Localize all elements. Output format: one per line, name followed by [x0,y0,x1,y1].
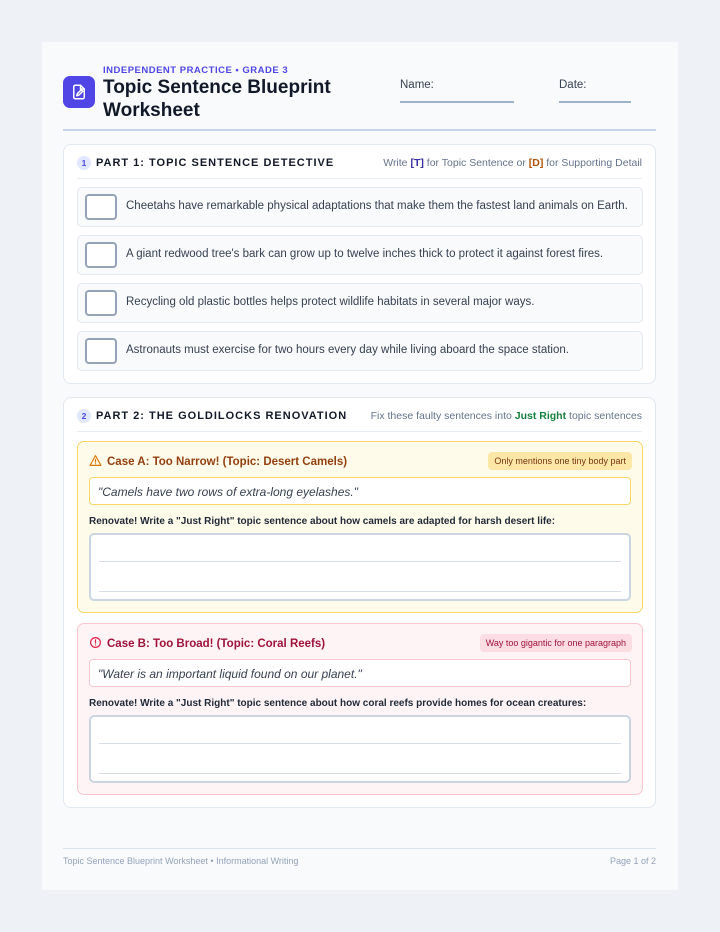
part1-header [77,145,642,179]
page-number: Page 1 of 2 [609,856,656,866]
part2-header [77,398,642,432]
case-b-answer-box[interactable] [89,715,631,783]
part2-instructions [371,410,642,422]
case-b-heading [89,636,325,652]
case-a-quote: "Camels have two rows of extra-long eyelashes." [89,477,631,505]
case-a-prompt: Renovate! Write a "Just Right" topic sentence about how camels are adapted for harsh desert life: [89,516,556,527]
case-b-title: Case B: Too Broad! (Topic: Coral Reefs) [107,638,326,650]
date-label: Date: [559,79,587,91]
name-field[interactable] [400,101,514,103]
part1-note-mid: for Topic Sentence or [426,157,526,169]
case-b-card [77,623,643,795]
case-b-prompt: Renovate! Write a "Just Right" topic sentence about how coral reefs provide homes for ocean creatures: [89,698,587,709]
part2-card [63,397,656,808]
case-a-badge: Only mentions one tiny body part [488,452,632,470]
sentence-row [77,187,643,227]
name-label: Name: [400,79,434,91]
worksheet-page [42,42,678,890]
case-b-badge: Way too gigantic for one paragraph [480,634,632,652]
answer-checkbox[interactable] [85,338,117,364]
worksheet-header [63,63,656,131]
sentence-row [77,235,643,275]
sentence-text: A giant redwood tree's bark can grow up to twelve inches thick to protect it against forest fires. [126,248,604,260]
part1-number-badge: 1 [77,156,91,170]
sentence-text: Recycling old plastic bottles helps protect wildlife habitats in several major ways. [126,296,535,308]
part1-card [63,144,656,384]
writing-line [99,561,621,562]
topic-tag: [T] [410,157,424,169]
case-b-quote: "Water is an important liquid found on our planet." [89,659,631,687]
case-a-answer-box[interactable] [89,533,631,601]
footer-divider [63,848,656,849]
writing-line [99,743,621,744]
document-pen-icon [63,76,95,108]
writing-line [99,591,621,592]
part1-instructions [383,157,642,169]
case-a-title: Case A: Too Narrow! (Topic: Desert Camels) [107,456,348,468]
answer-checkbox[interactable] [85,242,117,268]
part1-note-prefix: Write [383,157,408,169]
part2-note-prefix: Fix these faulty sentences into [370,410,512,422]
sentence-text: Cheetahs have remarkable physical adaptations that make them the fastest land animals on Earth. [126,200,628,212]
part2-title: PART 2: THE GOLDILOCKS RENOVATION [96,410,348,422]
part2-number-badge: 2 [77,409,91,423]
date-field[interactable] [559,101,631,103]
part1-note-suffix: for Supporting Detail [546,157,642,169]
sentence-row [77,331,643,371]
part1-title: PART 1: TOPIC SENTENCE DETECTIVE [96,157,335,169]
alert-circle-icon [89,636,102,652]
eyebrow-label: INDEPENDENT PRACTICE • GRADE 3 [103,65,289,76]
answer-checkbox[interactable] [85,290,117,316]
header-divider [63,129,656,131]
answer-checkbox[interactable] [85,194,117,220]
footer-left: Topic Sentence Blueprint Worksheet • Informational Writing [63,856,299,866]
page-title: Topic Sentence Blueprint Worksheet [103,77,331,121]
writing-line [99,773,621,774]
warning-triangle-icon [89,454,102,470]
sentence-text: Astronauts must exercise for two hours every day while living aboard the space station. [126,344,569,356]
case-a-card [77,441,643,613]
just-right-tag: Just Right [514,410,567,422]
detail-tag: [D] [528,157,544,169]
part2-note-suffix: topic sentences [569,410,642,422]
case-a-heading [89,454,347,470]
sentence-row [77,283,643,323]
